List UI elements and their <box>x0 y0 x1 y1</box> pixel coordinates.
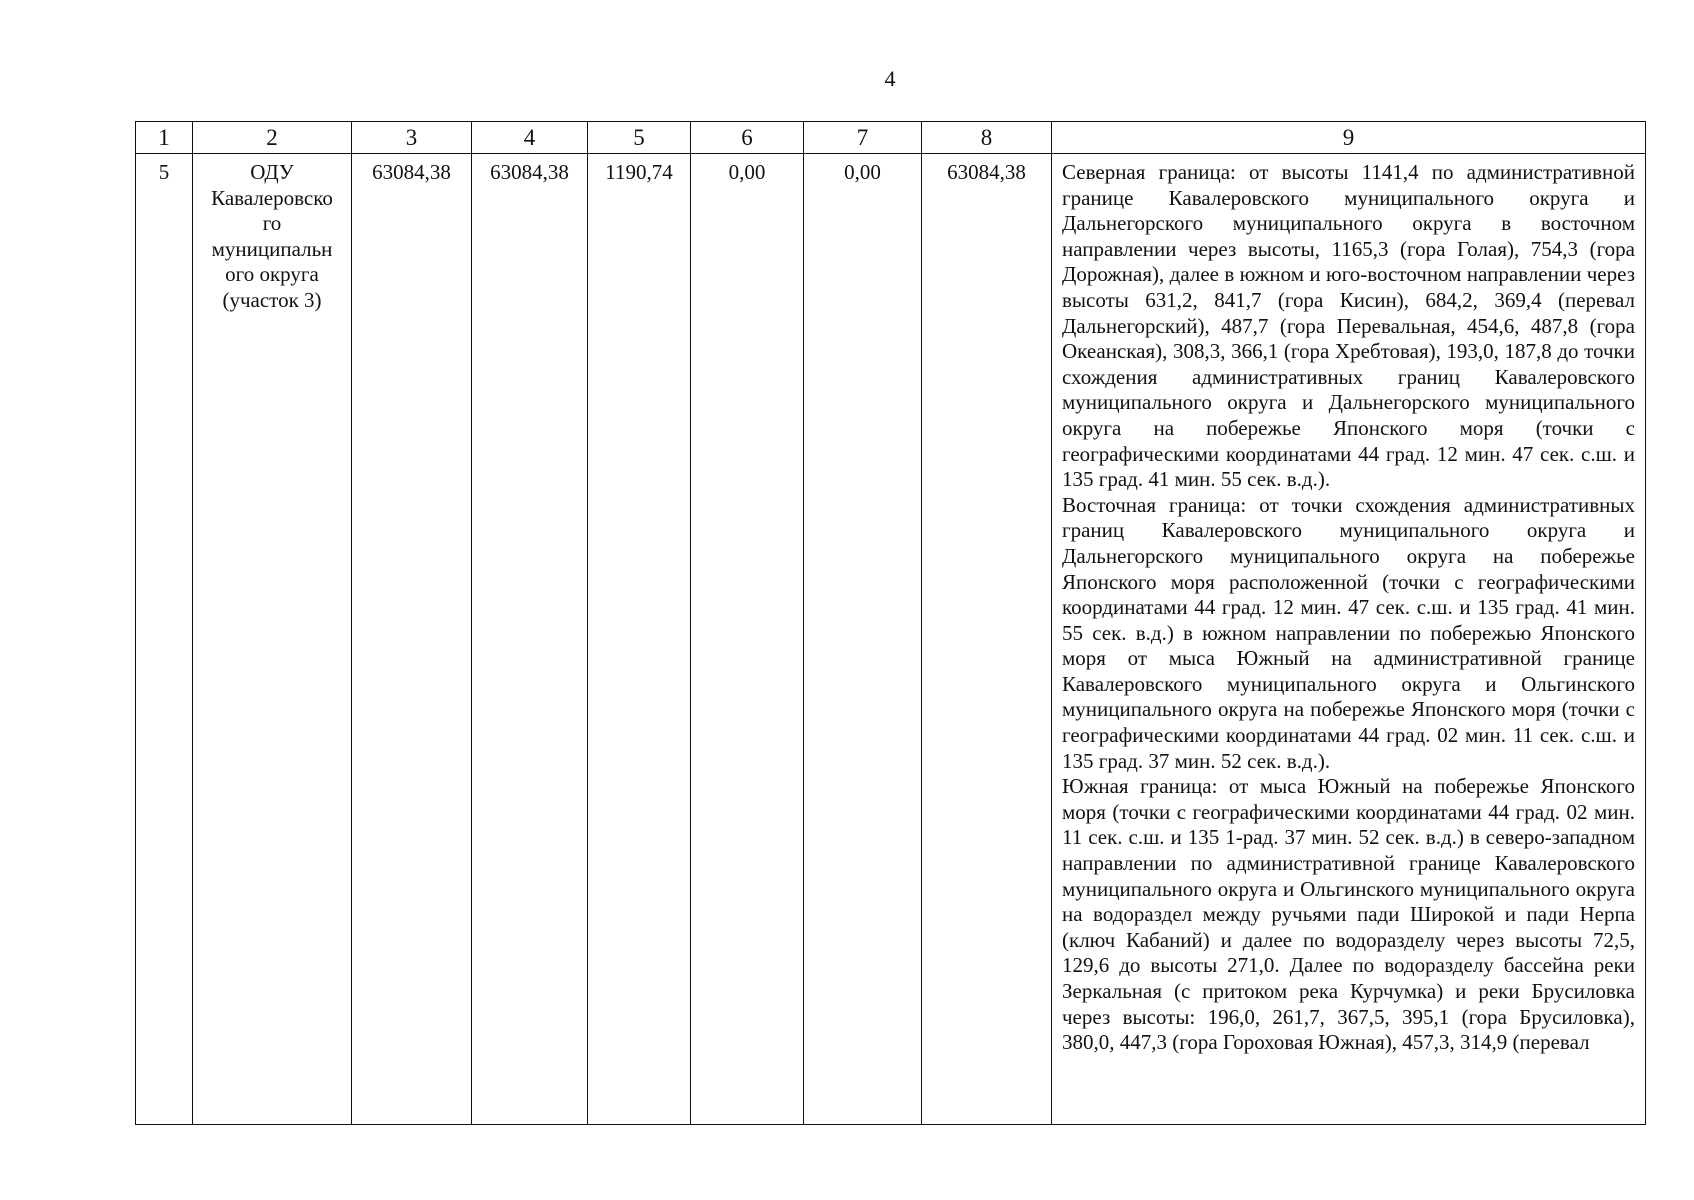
header-cell: 5 <box>588 122 691 154</box>
area-name-line: ОДУ <box>250 160 294 184</box>
area-name-line: (участок 3) <box>222 287 322 312</box>
header-cell: 4 <box>472 122 588 154</box>
south-boundary-text: Южная граница: от мыса Южный на побережье Японского моря (точки с географическими координатами 44 град. 02 мин. 11 сек. с.ш. и 135 1-рад. 37 мин. 52 сек. в.д.) в северо-западном направлении по административной границе Кавалеровского муниципального округа и Ольгинского муниципального округа на водораздел между ручьями пади Широкой и пади Нерпа (ключ Кабаний) и далее по водоразделу через высоты 72,5, 129,6 до высоты 271,0. Далее по водоразделу бассейна реки Зеркальная (с притоком река Курчумка) и реки Брусиловка через высоты: 196,0, 261,7, 367,5, 395,1 (гора Брусиловка), 380,0, 447,3 (гора Гороховая Южная), 457,3, 314,9 (перевал <box>1062 774 1635 1055</box>
page-number: 4 <box>884 66 896 91</box>
value-cell-col6: 0,00 <box>691 154 804 1125</box>
header-cell: 6 <box>691 122 804 154</box>
row-index-cell: 5 <box>136 154 193 1125</box>
value-cell-col3: 63084,38 <box>352 154 472 1125</box>
header-cell: 1 <box>136 122 193 154</box>
table-header-row <box>136 122 1646 154</box>
area-name-line: Кавалеровско <box>211 185 333 210</box>
area-name-line: муниципальн <box>211 236 333 261</box>
north-boundary-text: Северная граница: от высоты 1141,4 по административной границе Кавалеровского муниципального округа и Дальнегорского муниципального округа в восточном направлении через высоты, 1165,3 (гора Голая), 754,3 (гора Дорожная), далее в южном и юго-восточном направлении через высоты 631,2, 841,7 (гора Кисин), 684,2, 369,4 (перевал Дальнегорский), 487,7 (гора Перевальная, 454,6, 487,8 (гора Океанская), 308,3, 366,1 (гора Хребтовая), 193,0, 187,8 до точки схождения административных границ Кавалеровского муниципального округа и Дальнегорского муниципального округа на побережье Японского моря (точки с географическими координатами 44 град. 12 мин. 47 сек. с.ш. и 135 град. 41 мин. 55 сек. в.д.). <box>1062 160 1635 492</box>
header-cell: 9 <box>1052 122 1646 154</box>
area-name-cell <box>193 154 352 1125</box>
boundaries-table <box>135 121 1646 1125</box>
value-cell-col4: 63084,38 <box>472 154 588 1125</box>
area-name-line: ого округа <box>225 262 319 287</box>
value-cell-col7: 0,00 <box>804 154 922 1125</box>
east-boundary-text: Восточная граница: от точки схождения административных границ Кавалеровского муниципального округа и Дальнегорского муниципального округа на побережье Японского моря расположенной (точки с географическими координатами 44 град. 12 мин. 47 сек. с.ш. и 135 град. 41 мин. 55 сек. в.д.) в южном направлении по побережью Японского моря от мыса Южный на административной границе Кавалеровского муниципального округа и Ольгинского муниципального округа на побережье Японского моря (точки с географическими координатами 44 град. 02 мин. 11 сек. с.ш. и 135 град. 37 мин. 52 сек. в.д.). <box>1062 492 1635 773</box>
header-cell: 3 <box>352 122 472 154</box>
area-name-line: го <box>262 211 282 236</box>
header-cell: 2 <box>193 122 352 154</box>
header-cell: 7 <box>804 122 922 154</box>
header-cell: 8 <box>922 122 1052 154</box>
boundary-description-cell <box>1052 154 1646 1125</box>
table-row <box>136 154 1646 1125</box>
value-cell-col8: 63084,38 <box>922 154 1052 1125</box>
value-cell-col5: 1190,74 <box>588 154 691 1125</box>
